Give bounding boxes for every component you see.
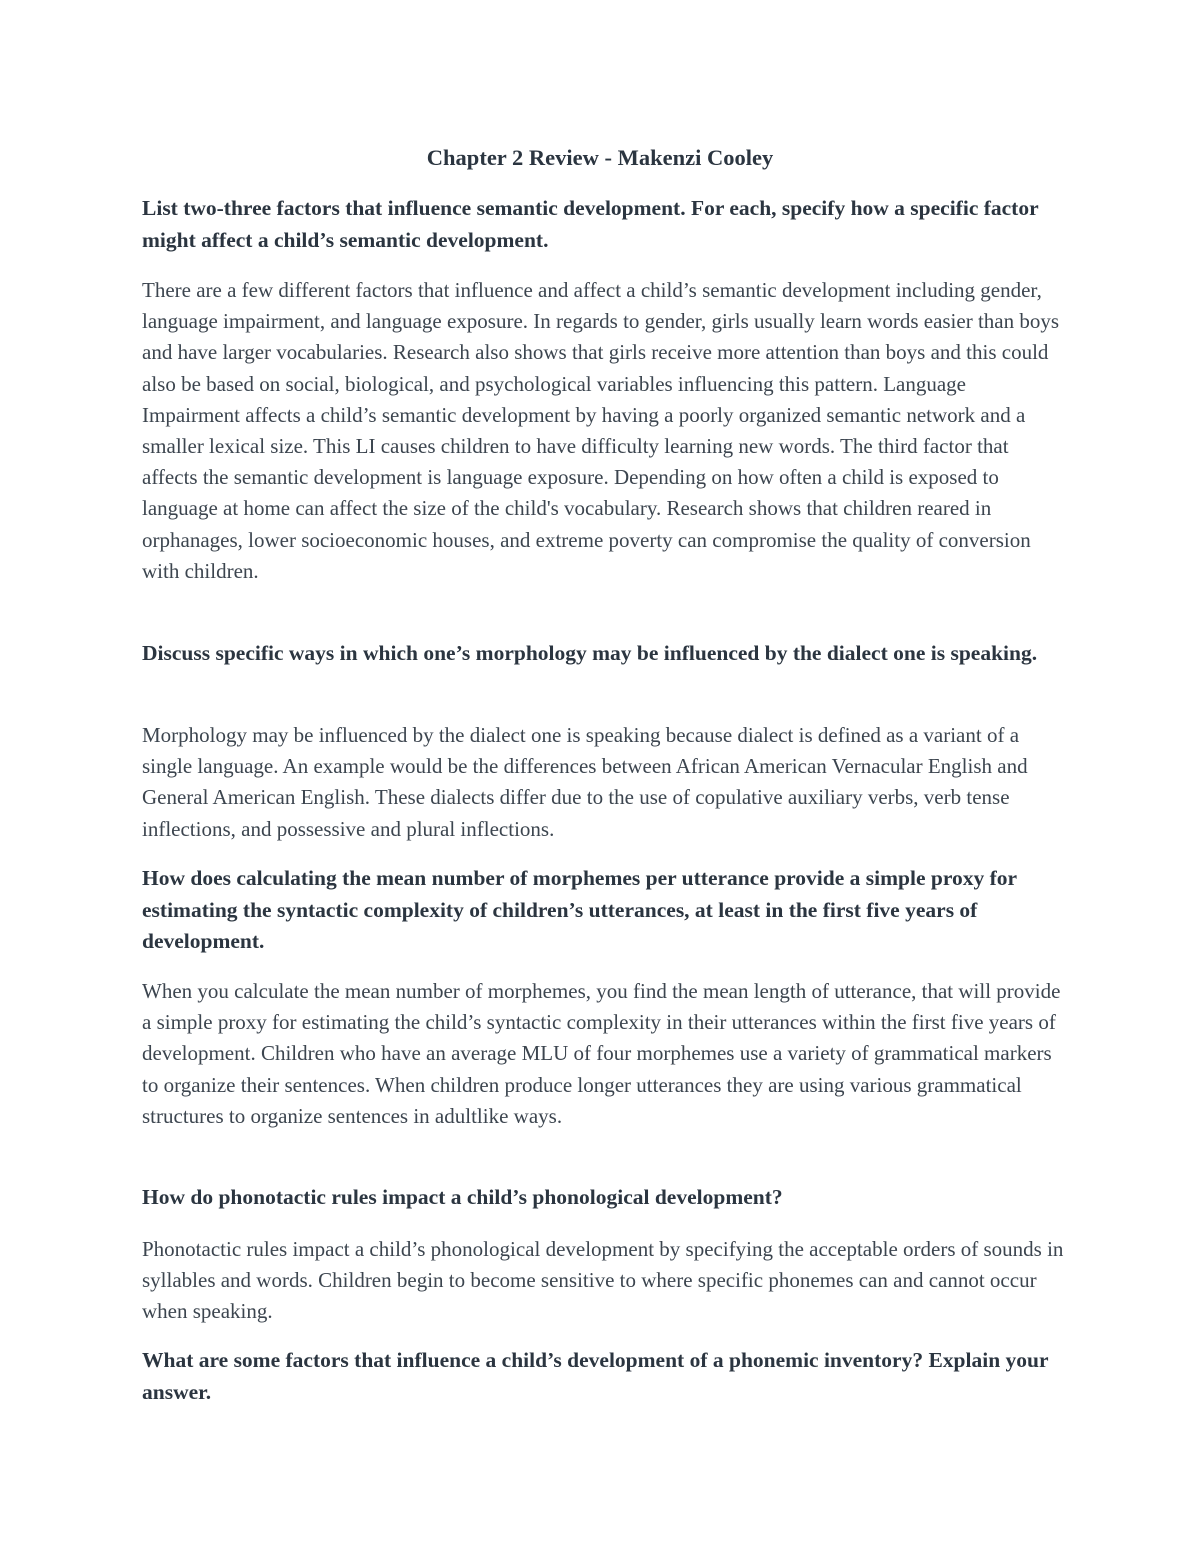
question-2: Discuss specific ways in which one’s morphology may be influenced by the dialect one is speaking. [142,641,1038,665]
answer-1: There are a few different factors that influence and affect a child’s semantic development including gender, language impairment, and language exposure. In regards to gender, girls usually learn words easier than boys and have larger vocabularies. Research also shows that girls receive more attention than boys and this could also be based on social, biological, and psychological variables influencing this pattern. Language Impairment affects a child’s semantic development by having a poorly organized semantic network and a smaller lexical size. This LI causes children to have difficulty learning new words. The third factor that affects the semantic development is language exposure. Depending on how often a child is exposed to language at home can affect the size of the child's vocabulary. Research shows that children reared in orphanages, lower socioeconomic houses, and extreme poverty can compromise the quality of conversion with children. [142,278,1060,583]
question-3: How does calculating the mean number of morphemes per utterance provide a simple proxy for estimating the syntactic complexity of children’s utterances, at least in the first five years of development. [142,866,1017,953]
question-1: List two-three factors that influence semantic development. For each, specify how a specific factor might affect a child’s semantic development. [142,196,1039,252]
answer-4: Phonotactic rules impact a child’s phonological development by specifying the acceptable orders of sounds in syllables and words. Children begin to become sensitive to where specific phonemes can and cannot occur when speaking. [142,1237,1064,1324]
page-title: Chapter 2 Review - Makenzi Cooley [426,145,774,170]
question-5: What are some factors that influence a child’s development of a phonemic inventory? Explain your answer. [142,1348,1049,1404]
answer-2: Morphology may be influenced by the dialect one is speaking because dialect is defined as a variant of a single language. An example would be the differences between African American Vernacular English and General American English. These dialects differ due to the use of copulative auxiliary verbs, verb tense inflections, and possessive and plural inflections. [142,723,1028,841]
question-4: How do phonotactic rules impact a child’s phonological development? [142,1185,783,1209]
answer-3: When you calculate the mean number of morphemes, you find the mean length of utterance, that will provide a simple proxy for estimating the child’s syntactic complexity in their utterances within the first five years of development. Children who have an average MLU of four morphemes use a variety of grammatical markers to organize their sentences. When children produce longer utterances they are using various grammatical structures to organize sentences in adultlike ways. [142,979,1061,1128]
